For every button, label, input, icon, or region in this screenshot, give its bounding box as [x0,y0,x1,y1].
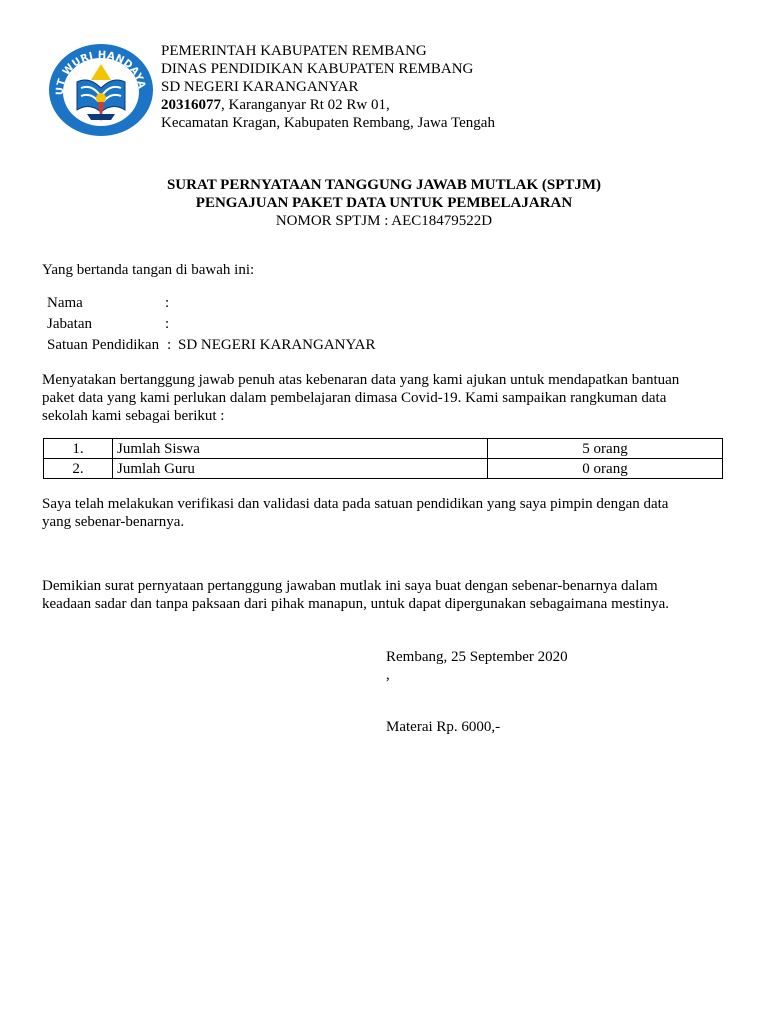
address-street: , Karanganyar Rt 02 Rw 01, [221,97,390,113]
closing-paragraph [42,577,732,613]
header-address-region: Kecamatan Kragan, Kabupaten Rembang, Jawa Tengah [161,115,495,131]
title-line-sptjm: SURAT PERNYATAAN TANGGUNG JAWAB MUTLAK (SPTJM) [166,177,602,193]
verification-paragraph [42,495,732,531]
closing-line-1: Demikian surat pernyataan pertanggung jawaban mutlak ini saya buat dengan sebenar-benarnya dalam [42,578,658,594]
name-label: Nama [47,295,83,311]
title-line-purpose: PENGAJUAN PAKET DATA UNTUK PEMBELAJARAN [195,195,573,211]
school-data-table [43,438,723,479]
statement-line-3: sekolah kami sebagai berikut : [42,408,225,424]
name-colon: : [165,295,170,311]
tut-wuri-handayani-emblem-icon [47,42,155,138]
unit-label: Satuan Pendidikan [47,337,160,353]
table-row [44,439,723,459]
header-line-school: SD NEGERI KARANGANYAR [161,79,359,95]
npsn-number: 20316077 [161,97,221,113]
header-line-office: DINAS PENDIDIKAN KABUPATEN REMBANG [161,61,474,77]
closing-line-2: keadaan sadar dan tanpa paksaan dari pihak manapun, untuk dapat dipergunakan sebagaimana mestinya. [42,596,669,612]
signature-comma: , [386,667,390,683]
header-address-line [161,96,721,114]
tut-wuri-handayani-logo [47,42,155,138]
unit-value: SD NEGERI KARANGANYAR [178,337,376,353]
statement-line-2: paket data yang kami perlukan dalam pembelajaran dimasa Covid-19. Kami sampaikan rangkuman data [42,390,667,406]
unit-colon: : [167,337,172,353]
verification-line-2: yang sebenar-benarnya. [42,514,185,530]
verification-line-1: Saya telah melakukan verifikasi dan validasi data pada satuan pendidikan yang saya pimpin dengan data [42,496,669,512]
document-title [0,176,768,230]
position-label: Jabatan [47,316,92,332]
row-item: Jumlah Siswa [113,439,488,459]
row-value: 5 orang [488,439,723,459]
statement-paragraph [42,371,732,425]
row-number: 2. [44,459,113,479]
row-item: Jumlah Guru [113,459,488,479]
svg-text:TUT WURI HANDAYANI: UT WURI HANDAYA [54,49,147,96]
table-row [44,459,723,479]
statement-line-1: Menyatakan bertanggung jawab penuh atas kebenaran data yang kami ajukan untuk mendapatkan bantuan [42,372,680,388]
intro-text: Yang bertanda tangan di bawah ini: [42,262,255,278]
title-line-number: NOMOR SPTJM : AEC18479522D [275,213,493,229]
row-number: 1. [44,439,113,459]
stamp-duty-label: Materai Rp. 6000,- [386,719,501,735]
letterhead [161,42,721,132]
position-colon: : [165,316,170,332]
header-line-government: PEMERINTAH KABUPATEN REMBANG [161,43,427,59]
row-value: 0 orang [488,459,723,479]
place-date: Rembang, 25 September 2020 [386,649,568,665]
